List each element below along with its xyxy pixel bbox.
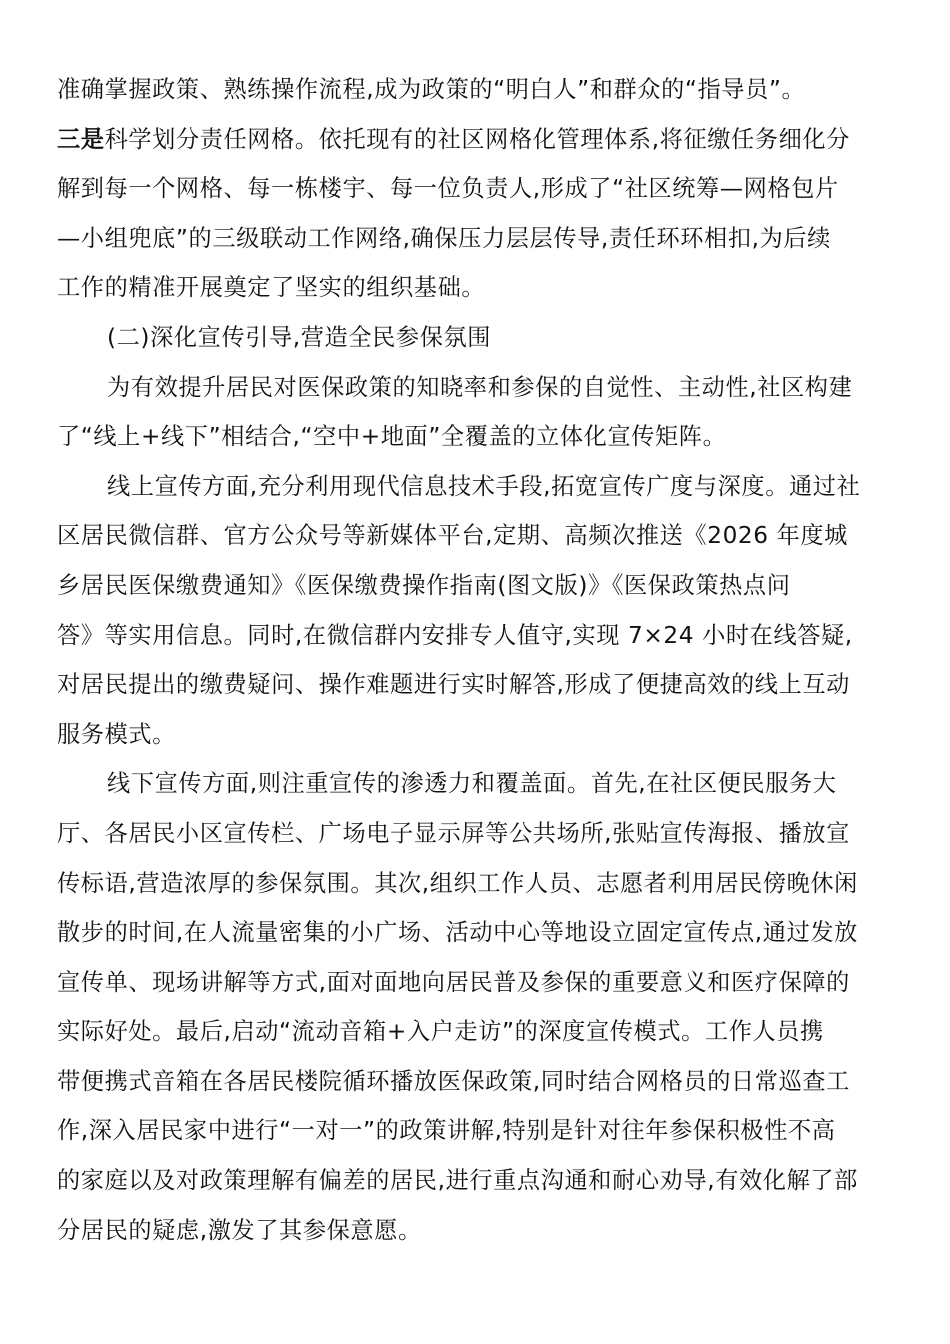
bold-prefix: 三是 [57, 125, 105, 153]
line-text: 解到每一个网格、每一栋楼宇、每一位负责人,形成了“社区统筹—网格包片 [57, 175, 839, 203]
text-line-13 [57, 660, 893, 710]
line-text: 散步的时间,在人流量密集的小广场、活动中心等地设立固定宣传点,通过发放 [57, 919, 858, 947]
text-line-22 [57, 1106, 893, 1156]
line-text: 区居民微信群、官方公众号等新媒体平台,定期、高频次推送《2026 年度城 [57, 522, 848, 550]
text-line-2 [57, 115, 893, 165]
text-line-4 [57, 214, 893, 264]
line-text: 厅、各居民小区宣传栏、广场电子显示屏等公共场所,张贴宣传海报、播放宣 [57, 819, 850, 847]
text-line-3 [57, 164, 893, 214]
line-text: 乡居民医保缴费通知》《医保缴费操作指南(图文版)》《医保政策热点问 [57, 571, 791, 599]
line-text: 的家庭以及对政策理解有偏差的居民,进行重点沟通和耐心劝导,有效化解了部 [57, 1167, 858, 1195]
text-line-12 [57, 611, 893, 661]
text-line-9 [57, 462, 893, 512]
text-line-20 [57, 1007, 893, 1057]
text-line-19 [57, 958, 893, 1008]
text-line-10 [57, 511, 893, 561]
text-line-21 [57, 1057, 893, 1107]
line-text: 分居民的疑虑,激发了其参保意愿。 [57, 1216, 422, 1244]
line-text: 作,深入居民家中进行“一对一”的政策讲解,特别是针对往年参保积极性不高 [57, 1117, 836, 1145]
line-text: 了“线上+线下”相结合,“空中+地面”全覆盖的立体化宣传矩阵。 [57, 423, 727, 451]
text-line-8 [57, 412, 893, 462]
line-text: 宣传单、现场讲解等方式,面对面地向居民普及参保的重要意义和医疗保障的 [57, 968, 850, 996]
text-line-11 [57, 561, 893, 611]
text-line-23 [57, 1156, 893, 1206]
text-line-17 [57, 859, 893, 909]
heading-text: (二)深化宣传引导,营造全民参保氛围 [107, 323, 492, 351]
text-line-5 [57, 263, 893, 313]
line-text: 答》等实用信息。同时,在微信群内安排专人值守,实现 7×24 小时在线答疑, [57, 621, 853, 649]
line-text: 实际好处。最后,启动“流动音箱+入户走访”的深度宣传模式。工作人员携 [57, 1018, 824, 1046]
text-line-7 [57, 363, 893, 413]
line-text: 对居民提出的缴费疑问、操作难题进行实时解答,形成了便捷高效的线上互动 [57, 671, 850, 699]
line-text: 线下宣传方面,则注重宣传的渗透力和覆盖面。首先,在社区便民服务大 [107, 770, 837, 798]
line-text: 准确掌握政策、熟练操作流程,成为政策的“明白人”和群众的“指导员”。 [57, 76, 806, 103]
text-line-1 [57, 65, 893, 115]
line-text: 线上宣传方面,充分利用现代信息技术手段,拓宽宣传广度与深度。通过社 [107, 472, 861, 500]
line-text: 为有效提升居民对医保政策的知晓率和参保的自觉性、主动性,社区构建 [107, 373, 853, 401]
document-page [57, 65, 893, 1255]
line-text: 服务模式。 [57, 720, 176, 748]
line-text: 带便携式音箱在各居民楼院循环播放医保政策,同时结合网格员的日常巡查工 [57, 1067, 850, 1095]
line-text: 传标语,营造浓厚的参保氛围。其次,组织工作人员、志愿者利用居民傍晚休闲 [57, 869, 858, 897]
text-line-18 [57, 908, 893, 958]
line-text: —小组兜底”的三级联动工作网络,确保压力层层传导,责任环环相扣,为后续 [57, 224, 831, 252]
line-text: 科学划分责任网格。依托现有的社区网格化管理体系,将征缴任务细化分 [104, 125, 850, 153]
text-line-15 [57, 759, 893, 809]
line-text: 工作的精准开展奠定了坚实的组织基础。 [57, 274, 486, 302]
section-heading [57, 313, 893, 363]
text-line-14 [57, 710, 893, 760]
text-line-24 [57, 1206, 893, 1256]
text-line-16 [57, 809, 893, 859]
